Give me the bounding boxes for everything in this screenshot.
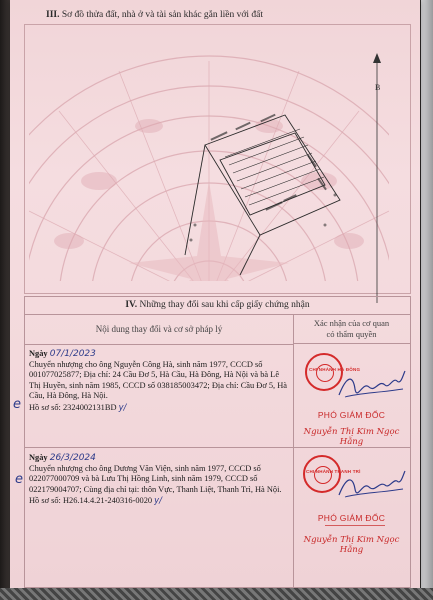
entry-separator xyxy=(25,447,410,448)
section3-title: Sơ đồ thửa đất, nhà ở và tài sản khác gắn liền với đất xyxy=(61,10,264,20)
entry-1-date-label: Ngày xyxy=(29,349,48,358)
section3-number: III. xyxy=(46,10,60,20)
land-plot-sketch xyxy=(165,105,355,280)
entry-1-margin-mark: e xyxy=(13,397,21,412)
entry-2-signer-name: Nguyễn Thị Kim Ngọc Hằng xyxy=(303,535,400,555)
entry-2-title-rule xyxy=(325,525,385,526)
column-header-confirmation-line1: Xác nhận của cơ quan xyxy=(313,318,390,328)
certificate-page xyxy=(10,0,420,592)
entry-2-seal-text: CHI NHÁNH THANH TRÌ xyxy=(306,469,361,474)
entry-1-initials: y/ xyxy=(118,401,127,412)
entry-2-date-label: Ngày xyxy=(29,453,48,462)
entry-1-signer-name: Nguyễn Thị Kim Ngọc Hằng xyxy=(303,427,400,447)
section4-number: IV. xyxy=(125,300,138,310)
entry-1-file-number: Hồ sơ số: 2324002131BD xyxy=(29,402,117,412)
entry-2-margin-mark: e xyxy=(15,472,23,487)
section3-heading xyxy=(46,10,263,20)
changes-after-issuance-table xyxy=(13,296,411,588)
entry-1-body: Chuyển nhượng cho ông Nguyễn Công Hà, sinh năm 1977, CCCD số 001077025877; Địa chỉ: 24 Cầu Đơ 5, Hà Cầu, Hà Đông, Hà Nội và bà Lê Thị Huyền, sinh năm 1985, CCCD số 038185003472; Địa chỉ: Cầu Đơ 5, Hà Cầu, Hà Đông, Hà Nội. xyxy=(29,359,287,401)
entry-1-signer-title: PHÓ GIÁM ĐỐC xyxy=(317,410,386,420)
entry-2-signature xyxy=(337,469,407,509)
entry-1-seal-text: CHI NHÁNH HÀ ĐÔNG xyxy=(309,367,361,372)
photo-background-bottom xyxy=(0,588,433,600)
column-header-confirmation xyxy=(293,314,410,344)
entry-2-initials: y/ xyxy=(154,495,162,506)
change-entry-1-text xyxy=(29,349,291,414)
entry-1-date-handwritten: 07/1/2023 xyxy=(49,349,96,359)
section4-title: Những thay đổi sau khi cấp giấy chứng nhận xyxy=(139,300,310,310)
change-entry-2-text xyxy=(29,453,291,507)
land-plot-diagram-frame xyxy=(24,24,411,294)
entry-2-body: Chuyển nhượng cho ông Dương Văn Viện, sinh năm 1977, CCCD số 022077000709 và bà Lưu Thị Hồng Linh, sinh năm 1979, CCCD số 022179004707; Cùng địa chỉ tại: thôn Vực, Thanh Liệt, Thanh Trì, Hà Nội. Hồ sơ số: H26.14.4.21-240316-0020 xyxy=(29,463,282,506)
north-label: B xyxy=(375,83,381,92)
section4-heading xyxy=(25,297,410,315)
column-header-content: Nội dung thay đổi và cơ sở pháp lý xyxy=(25,314,294,345)
photo-background-right xyxy=(421,0,433,600)
entry-2-signer-title: PHÓ GIÁM ĐỐC xyxy=(317,513,386,523)
column-header-confirmation-line2: có thẩm quyền xyxy=(326,329,377,339)
entry-2-date-handwritten: 26/3/2024 xyxy=(49,453,96,463)
entry-2-red-seal xyxy=(303,455,341,493)
entry-1-signature xyxy=(337,367,407,407)
